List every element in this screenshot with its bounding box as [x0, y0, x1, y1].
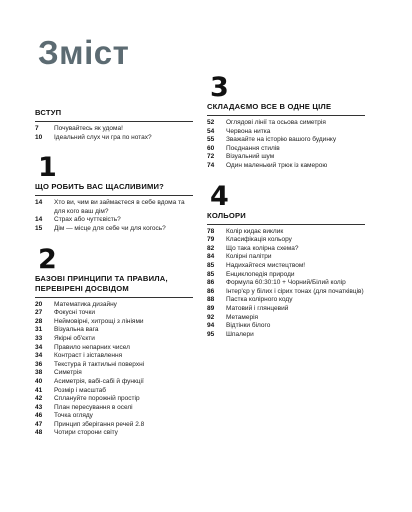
toc-entry[interactable]	[35, 369, 193, 378]
page-number: 95	[207, 330, 215, 338]
entry-title: Неймовірні, хитрощі з лініями	[54, 317, 144, 325]
toc-entry[interactable]	[35, 216, 193, 225]
toc-section	[207, 180, 365, 340]
page-number: 89	[207, 304, 215, 312]
toc-entry[interactable]	[207, 119, 365, 128]
page-number: 86	[207, 287, 215, 295]
toc-entry[interactable]	[207, 262, 365, 271]
toc-entry[interactable]	[207, 228, 365, 237]
entry-title: Текстура й тактильні поверхні	[54, 360, 145, 368]
chapter-number: 1	[38, 152, 57, 184]
toc-entry[interactable]	[207, 236, 365, 245]
entry-title: Надихайтеся мистецтвом!	[226, 261, 306, 269]
toc-entry[interactable]	[35, 404, 193, 413]
toc-entry[interactable]	[35, 301, 193, 310]
toc-entry[interactable]	[207, 136, 365, 145]
entry-list	[207, 228, 365, 340]
page-number: 82	[207, 244, 215, 252]
page-number: 92	[207, 313, 215, 321]
entry-title: Зважайте на історію вашого будинку	[226, 136, 337, 144]
entry-title: Математика дизайну	[54, 300, 117, 308]
toc-entry[interactable]	[35, 352, 193, 361]
page-number: 40	[35, 377, 43, 385]
page-number: 74	[207, 161, 215, 169]
page-title: Зміст	[38, 34, 130, 71]
chapter-number: 3	[210, 72, 229, 103]
toc-entry[interactable]	[207, 314, 365, 323]
page-number: 42	[35, 395, 43, 403]
section-title: БАЗОВІ ПРИНЦИПИ ТА ПРАВИЛА, ПЕРЕВІРЕНІ ДОСВІДОМ	[35, 274, 193, 298]
entry-list	[35, 199, 193, 233]
page-number: 43	[35, 403, 43, 411]
page-number: 78	[207, 227, 215, 235]
entry-title: Оглядові лінії та осьова симетрія	[226, 119, 326, 126]
entry-title: Пастка колірного коду	[226, 296, 293, 304]
page-number: 14	[35, 216, 43, 224]
entry-title: Візуальна вага	[54, 326, 99, 334]
toc-entry[interactable]	[35, 326, 193, 335]
entry-list	[35, 125, 193, 142]
page-number: 88	[207, 296, 215, 304]
page-number: 20	[35, 300, 43, 308]
page-number: 27	[35, 309, 43, 317]
page-number: 10	[35, 133, 43, 141]
toc-right-column	[207, 74, 365, 339]
toc-entry[interactable]	[35, 378, 193, 387]
entry-title: Асиметрія, вабі-сабі й функції	[54, 377, 144, 385]
entry-title: План пересування в оселі	[54, 403, 133, 411]
toc-entry[interactable]	[207, 153, 365, 162]
toc-entry[interactable]	[35, 429, 193, 438]
entry-title: Ідеальний слух чи гра по нотах?	[54, 133, 152, 141]
entry-title: Сплануйте порожній простір	[54, 395, 140, 403]
entry-title: Формула 60:30:10 + Чорний/Білий колір	[226, 279, 346, 287]
entry-list	[35, 301, 193, 439]
page-number: 31	[35, 326, 43, 334]
toc-entry[interactable]	[35, 225, 193, 234]
entry-title: Якірні об'єкти	[54, 334, 95, 342]
page-number: 15	[35, 224, 43, 232]
entry-title: Колір кидає виклик	[226, 227, 284, 235]
entry-title: Матовий і глянцевий	[226, 304, 289, 312]
toc-entry[interactable]	[35, 309, 193, 318]
page-number: 52	[207, 119, 215, 126]
entry-title: Хто ви, чим ви займаєтеся в себе вдома та для кого ваш дім?	[54, 199, 185, 215]
toc-section	[35, 154, 193, 233]
entry-title: Розмір і масштаб	[54, 386, 106, 394]
entry-title: Контраст і зіставлення	[54, 352, 123, 360]
entry-title: Червона нитка	[226, 127, 271, 135]
section-title: ВСТУП	[35, 108, 193, 122]
page-number: 34	[35, 352, 43, 360]
toc-entry[interactable]	[35, 344, 193, 353]
section-title: ЩО РОБИТЬ ВАС ЩАСЛИВИМИ?	[35, 182, 193, 196]
entry-list	[207, 119, 365, 171]
page-number: 41	[35, 386, 43, 394]
page-number: 60	[207, 144, 215, 152]
toc-entry[interactable]	[35, 395, 193, 404]
entry-title: Метамерія	[226, 313, 259, 321]
page-number: 54	[207, 127, 215, 135]
page-number: 79	[207, 236, 215, 244]
entry-title: Дім — місце для себе чи для когось?	[54, 224, 166, 232]
entry-title: Точка огляду	[54, 412, 93, 420]
page-number: 7	[35, 125, 39, 132]
toc-entry[interactable]	[207, 162, 365, 171]
section-title: СКЛАДАЄМО ВСЕ В ОДНЕ ЦІЛЕ	[207, 102, 365, 116]
page-number: 85	[207, 270, 215, 278]
entry-title: Принцип зберігання речей 2.8	[54, 420, 145, 428]
toc-entry[interactable]	[35, 412, 193, 421]
toc-section	[35, 243, 193, 439]
entry-title: Що така колірна схема?	[226, 244, 299, 252]
page-number: 28	[35, 317, 43, 325]
toc-section	[207, 74, 365, 171]
entry-title: Класифікація кольору	[226, 236, 292, 244]
toc-entry[interactable]	[207, 322, 365, 331]
entry-title: Фокусні точки	[54, 309, 95, 317]
toc-entry[interactable]	[207, 279, 365, 288]
page-number: 48	[35, 429, 43, 437]
entry-title: Правило непарних чисел	[54, 343, 130, 351]
entry-title: Колірні палітри	[226, 253, 272, 261]
toc-entry[interactable]	[35, 335, 193, 344]
page-number: 14	[35, 199, 43, 207]
entry-title: Чотири сторони світу	[54, 429, 118, 437]
page-number: 72	[207, 153, 215, 161]
page-number: 46	[35, 412, 43, 420]
entry-title: Енциклопедія природи	[226, 270, 295, 278]
chapter-number: 4	[210, 180, 229, 212]
toc-entry[interactable]	[207, 271, 365, 280]
toc-entry[interactable]	[207, 305, 365, 314]
entry-title: Візуальний шум	[226, 153, 275, 161]
toc-entry[interactable]	[35, 199, 193, 216]
page-number: 86	[207, 279, 215, 287]
toc-entry[interactable]	[35, 387, 193, 396]
entry-title: Один маленький трюк із камерою	[226, 161, 328, 169]
page-number: 36	[35, 360, 43, 368]
toc-entry[interactable]	[207, 128, 365, 137]
toc-left-column	[35, 108, 193, 438]
toc-entry[interactable]	[207, 296, 365, 305]
page-number: 33	[35, 334, 43, 342]
toc-section	[35, 108, 193, 142]
page-number: 55	[207, 136, 215, 144]
entry-title: Шпалери	[226, 330, 254, 338]
entry-title: Симетрія	[54, 369, 82, 377]
section-title: КОЛЬОРИ	[207, 211, 365, 225]
page-number: 47	[35, 420, 43, 428]
page-number: 38	[35, 369, 43, 377]
page-number: 84	[207, 253, 215, 261]
page-number: 34	[35, 343, 43, 351]
toc-entry[interactable]	[35, 134, 193, 143]
page-number: 94	[207, 322, 215, 330]
entry-title: Почувайтесь як удома!	[54, 125, 123, 132]
entry-title: Інтер'єр у білих і сірих тонах (для початківців)	[226, 287, 364, 295]
entry-title: Страх або чуттєвість?	[54, 216, 121, 224]
chapter-number: 2	[38, 243, 57, 275]
entry-title: Поєднання стилів	[226, 144, 280, 152]
page-number: 85	[207, 261, 215, 269]
toc-entry[interactable]	[35, 125, 193, 134]
toc-entry[interactable]	[207, 253, 365, 262]
toc-entry[interactable]	[207, 331, 365, 340]
entry-title: Відтінки білого	[226, 322, 271, 330]
